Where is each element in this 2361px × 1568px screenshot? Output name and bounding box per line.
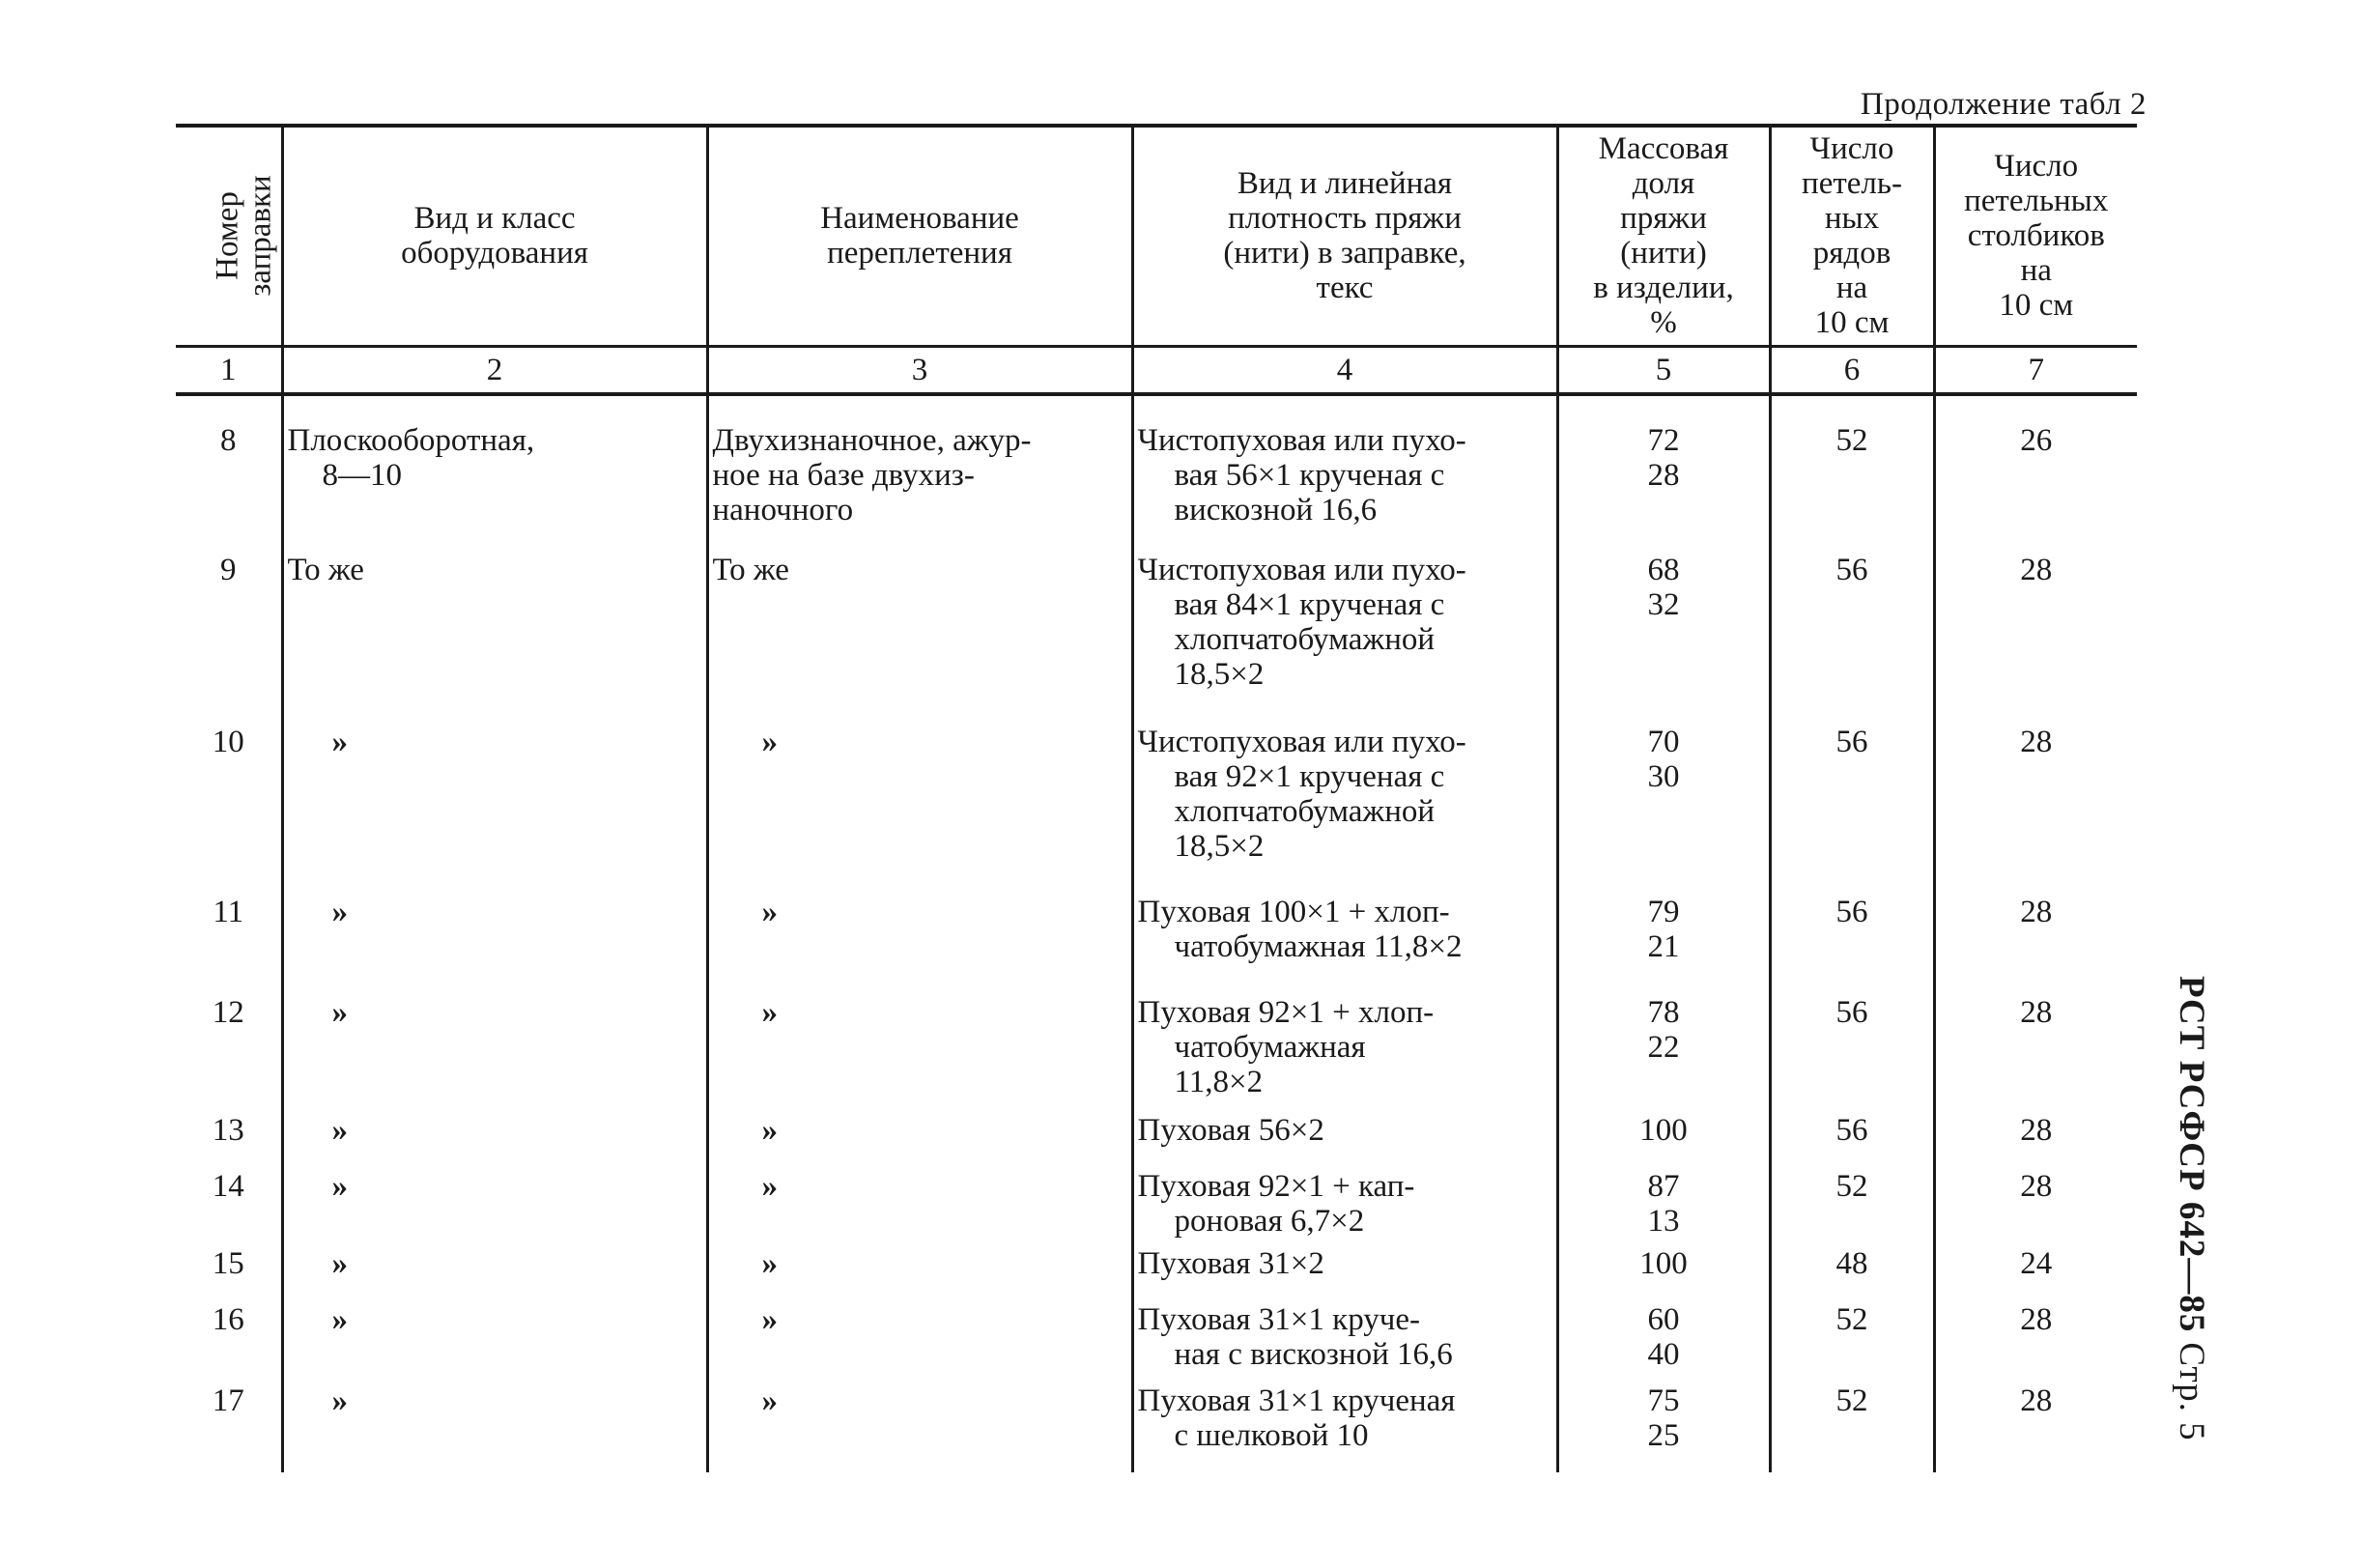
cell-text: 13 (1647, 1204, 1680, 1239)
cell-text: 48 (1835, 1246, 1868, 1281)
cell-equipment (282, 1302, 707, 1383)
cell-text: 56 (1835, 725, 1868, 759)
cell-text: хлопчатобумажной (1174, 794, 1436, 829)
table-caption: Продолжение табл 2 (1860, 87, 2147, 122)
cell-text: 60 (1647, 1302, 1680, 1337)
cell-loop-rows (1770, 895, 1934, 995)
cell-text: » (761, 1383, 778, 1418)
cell-text: чатобумажная 11,8×2 (1174, 929, 1463, 964)
cell-yarn (1132, 1169, 1557, 1246)
cell-equipment (282, 1169, 707, 1246)
table-row (176, 553, 2137, 725)
header-text-line: Вид и класс (413, 201, 576, 237)
cell-weave (707, 553, 1132, 725)
cell-text: » (761, 1246, 778, 1281)
header-text-line: оборудования (401, 236, 588, 271)
cell-text: » (331, 995, 348, 1030)
cell-text: 56 (1835, 1113, 1868, 1148)
cell-text: хлопчатобумажной (1174, 622, 1436, 657)
cell-text: 17 (212, 1383, 244, 1418)
column-number: 1 (176, 346, 282, 394)
cell-text: 28 (2020, 1383, 2053, 1418)
cell-text: Пуховая 31×1 круче- (1137, 1302, 1420, 1337)
cell-loop-columns (1934, 725, 2137, 895)
cell-text: 28 (2020, 1302, 2053, 1337)
cell-yarn (1132, 895, 1557, 995)
cell-text: 56 (1835, 553, 1868, 587)
cell-text: 28 (1647, 458, 1680, 493)
cell-number (176, 1246, 282, 1302)
header-text-line: % (1650, 305, 1677, 341)
cell-text: Пуховая 100×1 + хлоп- (1137, 895, 1450, 929)
cell-number (176, 995, 282, 1113)
column-number: 3 (707, 346, 1132, 394)
cell-text: 52 (1835, 1383, 1868, 1418)
column-number: 7 (1934, 346, 2137, 394)
cell-loop-rows (1770, 1169, 1934, 1246)
cell-weave (707, 995, 1132, 1113)
cell-weave (707, 1246, 1132, 1302)
cell-mass-share (1557, 1302, 1770, 1383)
header-text-line: 10 см (1999, 288, 2074, 324)
cell-mass-share (1557, 895, 1770, 995)
header-col-6 (1770, 126, 1934, 346)
cell-number (176, 1302, 282, 1383)
column-number: 5 (1557, 346, 1770, 394)
cell-text: 16 (212, 1302, 244, 1337)
cell-yarn (1132, 423, 1557, 553)
header-col-5 (1557, 126, 1770, 346)
header-text-line: переплетения (827, 236, 1012, 271)
cell-weave (707, 1113, 1132, 1169)
cell-text: 8—10 (322, 458, 402, 493)
header-text-line: ных (1824, 201, 1880, 237)
cell-text: 9 (220, 553, 237, 587)
cell-loop-columns (1934, 553, 2137, 725)
cell-weave (707, 1383, 1132, 1472)
cell-text: ная с вискозной 16,6 (1174, 1337, 1453, 1372)
cell-yarn (1132, 553, 1557, 725)
cell-loop-rows (1770, 725, 1934, 895)
cell-mass-share (1557, 1113, 1770, 1169)
table-row (176, 1302, 2137, 1383)
cell-text: Пуховая 92×1 + хлоп- (1137, 995, 1435, 1030)
cell-text: вая 56×1 крученая с (1174, 458, 1445, 493)
cell-loop-columns (1934, 1302, 2137, 1383)
cell-text: » (761, 895, 778, 929)
cell-text: 21 (1647, 929, 1680, 964)
cell-text: 56 (1835, 895, 1868, 929)
cell-loop-rows (1770, 1113, 1934, 1169)
cell-loop-rows (1770, 1246, 1934, 1302)
table-row (176, 1383, 2137, 1472)
cell-text: 28 (2020, 895, 2053, 929)
table-row (176, 895, 2137, 995)
cell-text: 75 (1647, 1383, 1680, 1418)
cell-equipment (282, 895, 707, 995)
cell-equipment (282, 995, 707, 1113)
header-col-7 (1934, 126, 2137, 346)
header-text-line: текс (1316, 271, 1374, 306)
cell-text: 14 (212, 1169, 244, 1204)
cell-text: » (331, 1383, 348, 1418)
cell-text: » (331, 725, 348, 759)
cell-text: 18,5×2 (1174, 829, 1265, 864)
cell-text: 52 (1835, 1169, 1868, 1204)
cell-text: чатобумажная (1174, 1030, 1366, 1065)
cell-text: 11 (213, 895, 244, 929)
cell-text: 15 (212, 1246, 244, 1281)
cell-text: 30 (1647, 759, 1680, 794)
page-number: Стр. 5 (2172, 1342, 2211, 1441)
cell-text: 70 (1647, 725, 1680, 759)
header-text-line: 10 см (1814, 305, 1890, 341)
cell-text: 10 (212, 725, 244, 759)
cell-text: 72 (1647, 423, 1680, 458)
cell-mass-share (1557, 553, 1770, 725)
header-text-line: петельных (1964, 184, 2109, 219)
header-col-2 (282, 126, 707, 346)
cell-text: » (331, 895, 348, 929)
header-text-line: столбиков (1967, 218, 2105, 254)
header-col-1 (176, 126, 282, 346)
cell-equipment (282, 553, 707, 725)
cell-text: 12 (212, 995, 244, 1030)
cell-text: 18,5×2 (1174, 657, 1265, 692)
header-col-4 (1132, 126, 1557, 346)
cell-text: 24 (2020, 1246, 2053, 1281)
header-text-line: Наименование (820, 201, 1019, 237)
cell-yarn (1132, 1246, 1557, 1302)
cell-text: 52 (1835, 423, 1868, 458)
cell-text: 28 (2020, 1113, 2053, 1148)
cell-text: 68 (1647, 553, 1680, 587)
cell-text: 79 (1647, 895, 1680, 929)
cell-text: То же (712, 553, 789, 587)
cell-loop-columns (1934, 1246, 2137, 1302)
cell-text: 13 (212, 1113, 244, 1148)
cell-text: То же (287, 553, 364, 587)
cell-yarn (1132, 1113, 1557, 1169)
cell-text: Чистопуховая или пухо- (1137, 553, 1466, 587)
cell-loop-columns (1934, 423, 2137, 553)
cell-loop-rows (1770, 423, 1934, 553)
cell-mass-share (1557, 1169, 1770, 1246)
cell-text: » (761, 1169, 778, 1204)
column-number-row (176, 346, 2137, 394)
header-text-line: Массовая (1598, 131, 1729, 167)
cell-loop-rows (1770, 553, 1934, 725)
cell-number (176, 725, 282, 895)
cell-weave (707, 1169, 1132, 1246)
table-row (176, 1113, 2137, 1169)
cell-text: Двухизнаночное, ажур- (712, 423, 1032, 458)
cell-number (176, 1169, 282, 1246)
cell-text: 32 (1647, 587, 1680, 622)
table-row (176, 995, 2137, 1113)
cell-text: вая 92×1 крученая с (1174, 759, 1445, 794)
cell-text: роновая 6,7×2 (1174, 1204, 1365, 1239)
header-text-line: Номер (210, 190, 245, 280)
cell-number (176, 1383, 282, 1472)
cell-text: Пуховая 56×2 (1137, 1113, 1324, 1148)
cell-weave (707, 423, 1132, 553)
column-number: 6 (1770, 346, 1934, 394)
cell-text: 28 (2020, 1169, 2053, 1204)
cell-text: 100 (1639, 1113, 1688, 1148)
cell-yarn (1132, 995, 1557, 1113)
cell-loop-columns (1934, 895, 2137, 995)
header-text-line: Число (1994, 149, 2079, 185)
cell-text: » (761, 1113, 778, 1148)
cell-text: Плоскооборотная, (287, 423, 535, 458)
cell-yarn (1132, 1302, 1557, 1383)
cell-loop-rows (1770, 995, 1934, 1113)
header-text-line: Число (1809, 131, 1894, 167)
cell-text: наночного (712, 493, 854, 527)
cell-text: 26 (2020, 423, 2053, 458)
cell-text: Пуховая 92×1 + кап- (1137, 1169, 1415, 1204)
table-row (176, 725, 2137, 895)
cell-loop-columns (1934, 1113, 2137, 1169)
cell-equipment (282, 1383, 707, 1472)
cell-text: 8 (220, 423, 237, 458)
cell-text: » (331, 1246, 348, 1281)
cell-mass-share (1557, 1246, 1770, 1302)
header-text-line: на (1835, 271, 1868, 306)
cell-text: 22 (1647, 1030, 1680, 1065)
cell-mass-share (1557, 423, 1770, 553)
cell-text: с шелковой 10 (1174, 1418, 1369, 1453)
cell-text: 100 (1639, 1246, 1688, 1281)
header-text-line: Вид и линейная (1237, 166, 1453, 202)
cell-text: Чистопуховая или пухо- (1137, 423, 1466, 458)
cell-text: » (761, 1302, 778, 1337)
header-row (176, 126, 2137, 346)
column-number: 2 (282, 346, 707, 394)
cell-text: 28 (2020, 553, 2053, 587)
header-text-line: (нити) в заправке, (1223, 236, 1466, 271)
cell-text: Пуховая 31×2 (1137, 1246, 1324, 1281)
column-number: 4 (1132, 346, 1557, 394)
cell-text: 52 (1835, 1302, 1868, 1337)
table-row (176, 1169, 2137, 1246)
cell-equipment (282, 423, 707, 553)
document-code: РСТ РСФСР 642—85 (2172, 976, 2211, 1333)
table-row (176, 1246, 2137, 1302)
cell-loop-columns (1934, 1169, 2137, 1246)
cell-weave (707, 1302, 1132, 1383)
cell-text: Пуховая 31×1 крученая (1137, 1383, 1456, 1418)
cell-weave (707, 725, 1132, 895)
yarn-spec-table (176, 124, 2137, 1472)
cell-text: » (331, 1169, 348, 1204)
cell-text: 25 (1647, 1418, 1680, 1453)
header-text-line: (нити) (1620, 236, 1707, 271)
cell-text: » (331, 1113, 348, 1148)
header-text-line: доля (1632, 166, 1695, 202)
cell-mass-share (1557, 1383, 1770, 1472)
header-text-line: плотность пряжи (1228, 201, 1462, 237)
cell-yarn (1132, 725, 1557, 895)
cell-text: » (761, 995, 778, 1030)
cell-number (176, 895, 282, 995)
cell-text: 78 (1647, 995, 1680, 1030)
cell-loop-rows (1770, 1302, 1934, 1383)
cell-text: 87 (1647, 1169, 1680, 1204)
cell-loop-rows (1770, 1383, 1934, 1472)
cell-text: 56 (1835, 995, 1868, 1030)
header-col-3 (707, 126, 1132, 346)
table-row (176, 423, 2137, 553)
header-text-line: на (2020, 253, 2052, 289)
cell-text: вискозной 16,6 (1174, 493, 1378, 527)
cell-equipment (282, 1113, 707, 1169)
cell-text: 28 (2020, 995, 2053, 1030)
cell-loop-columns (1934, 1383, 2137, 1472)
cell-yarn (1132, 1383, 1557, 1472)
cell-number (176, 1113, 282, 1169)
header-text-line: петель- (1802, 166, 1902, 202)
cell-number (176, 553, 282, 725)
header-text-line: пряжи (1620, 201, 1707, 237)
cell-text: 28 (2020, 725, 2053, 759)
cell-mass-share (1557, 995, 1770, 1113)
cell-text: Чистопуховая или пухо- (1137, 725, 1466, 759)
header-text-line: в изделии, (1593, 271, 1734, 306)
cell-text: » (761, 725, 778, 759)
cell-text: 40 (1647, 1337, 1680, 1372)
cell-weave (707, 895, 1132, 995)
cell-equipment (282, 725, 707, 895)
cell-number (176, 423, 282, 553)
cell-text: 11,8×2 (1174, 1065, 1264, 1099)
cell-equipment (282, 1246, 707, 1302)
header-text-line: заправки (242, 175, 278, 297)
cell-text: ное на базе двухиз- (712, 458, 975, 493)
cell-loop-columns (1934, 995, 2137, 1113)
cell-text: » (331, 1302, 348, 1337)
cell-mass-share (1557, 725, 1770, 895)
cell-text: вая 84×1 крученая с (1174, 587, 1445, 622)
header-text-line: рядов (1812, 236, 1892, 271)
side-document-code (2171, 976, 2212, 1441)
